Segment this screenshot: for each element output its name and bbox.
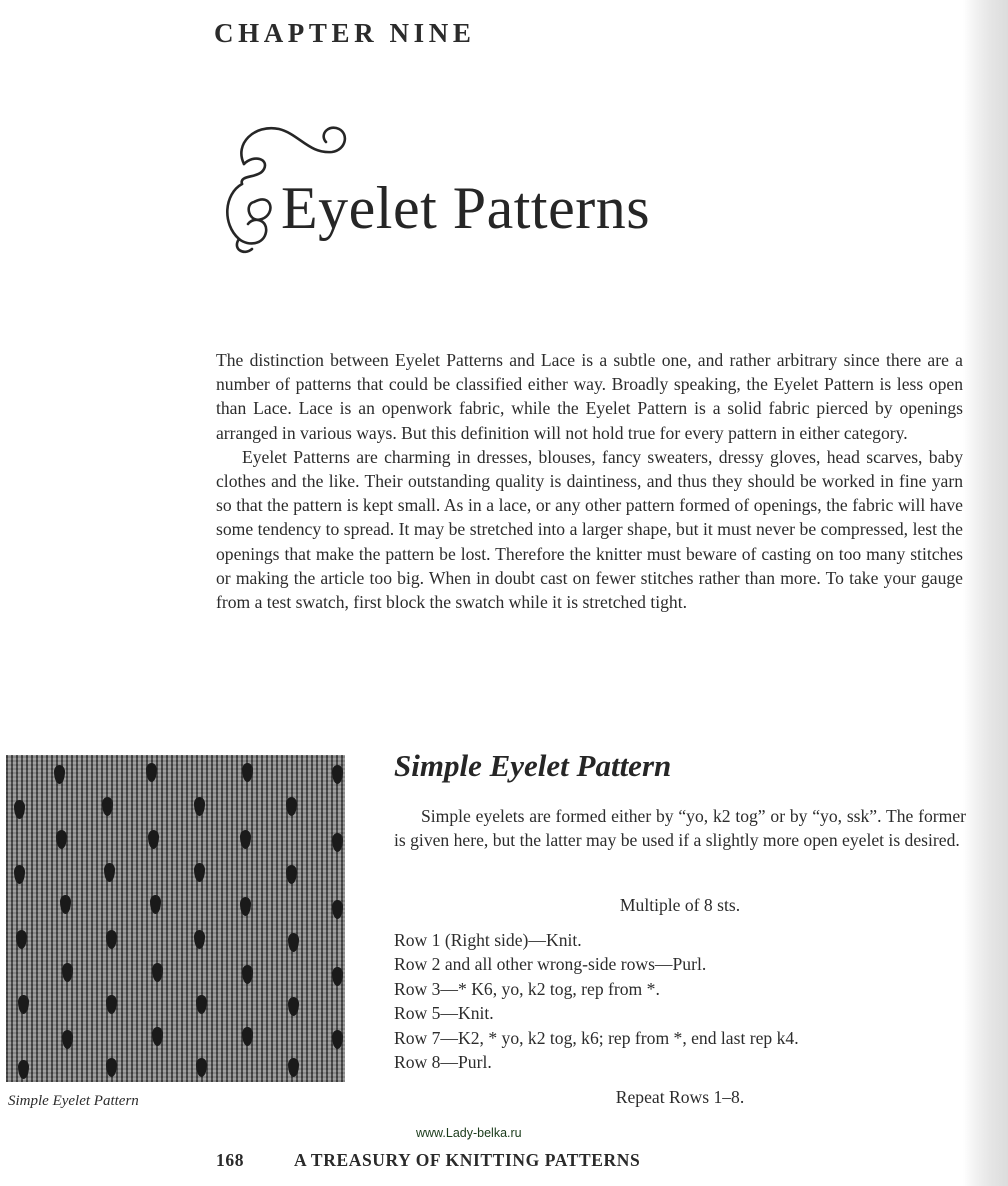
intro-paragraph: Eyelet Patterns are charming in dresses, blouses, fancy sweaters, dressy gloves, head scarves, baby clothes and the like. Their outstanding quality is daintiness, and thus they should be worked in fine yarn so that the pattern is kept small. As in a lace, or any other pattern formed of openings, the fabric will have some tendency to spread. It may be stretched into a larger shape, but it must never be compressed, lest the openings that make the pattern be lost. Therefore the knitter must beware of casting on too many stitches or making the article too big. When in doubt cast on fewer stitches rather than more. To take your gauge from a test swatch, first block the swatch while it is stretched tight. <box>216 446 963 613</box>
chapter-label: CHAPTER NINE <box>214 18 476 48</box>
pattern-row: Row 5—Knit. <box>394 1003 494 1024</box>
page-gutter-shadow <box>963 0 1008 1186</box>
intro-paragraph: The distinction between Eyelet Patterns and Lace is a subtle one, and rather arbitrary since there are a number of patterns that could be classified either way. Broadly speaking, the Eyelet Pattern is less open than Lace. Lace is an openwork fabric, while the Eyelet Pattern is a solid fabric pierced by openings arranged in various ways. But this definition will not hold true for every pattern in either category. <box>216 350 963 443</box>
repeat-instruction: Repeat Rows 1–8. <box>615 1087 745 1107</box>
pattern-row: Row 3—* K6, yo, k2 tog, rep from *. <box>394 978 660 999</box>
knitted-swatch-photo <box>6 755 345 1082</box>
chapter-title: Eyelet Patterns <box>281 175 651 241</box>
pattern-row: Row 1 (Right side)—Knit. <box>394 930 582 950</box>
pattern-row: Row 8—Purl. <box>394 1052 492 1073</box>
stitch-multiple: Multiple of 8 sts. <box>619 895 741 915</box>
pattern-description: Simple eyelets are formed either by “yo, k2 tog” or by “yo, ssk”. The former is given here, but the latter may be used if a slightly more open eyelet is desired. <box>394 806 966 851</box>
figure-caption: Simple Eyelet Pattern <box>8 1093 139 1109</box>
watermark-link[interactable]: www.Lady-belka.ru <box>416 1126 522 1140</box>
page-number: 168 <box>216 1150 245 1170</box>
page-footer <box>216 1150 640 1171</box>
pattern-title: Simple Eyelet Pattern <box>394 748 672 783</box>
intro-text <box>216 348 963 614</box>
pattern-rows <box>394 928 966 1074</box>
pattern-row: Row 7—K2, * yo, k2 tog, k6; rep from *, end last rep k4. <box>394 1027 799 1048</box>
pattern-row: Row 2 and all other wrong-side rows—Purl. <box>394 954 707 975</box>
book-title: A TREASURY OF KNITTING PATTERNS <box>294 1150 641 1170</box>
